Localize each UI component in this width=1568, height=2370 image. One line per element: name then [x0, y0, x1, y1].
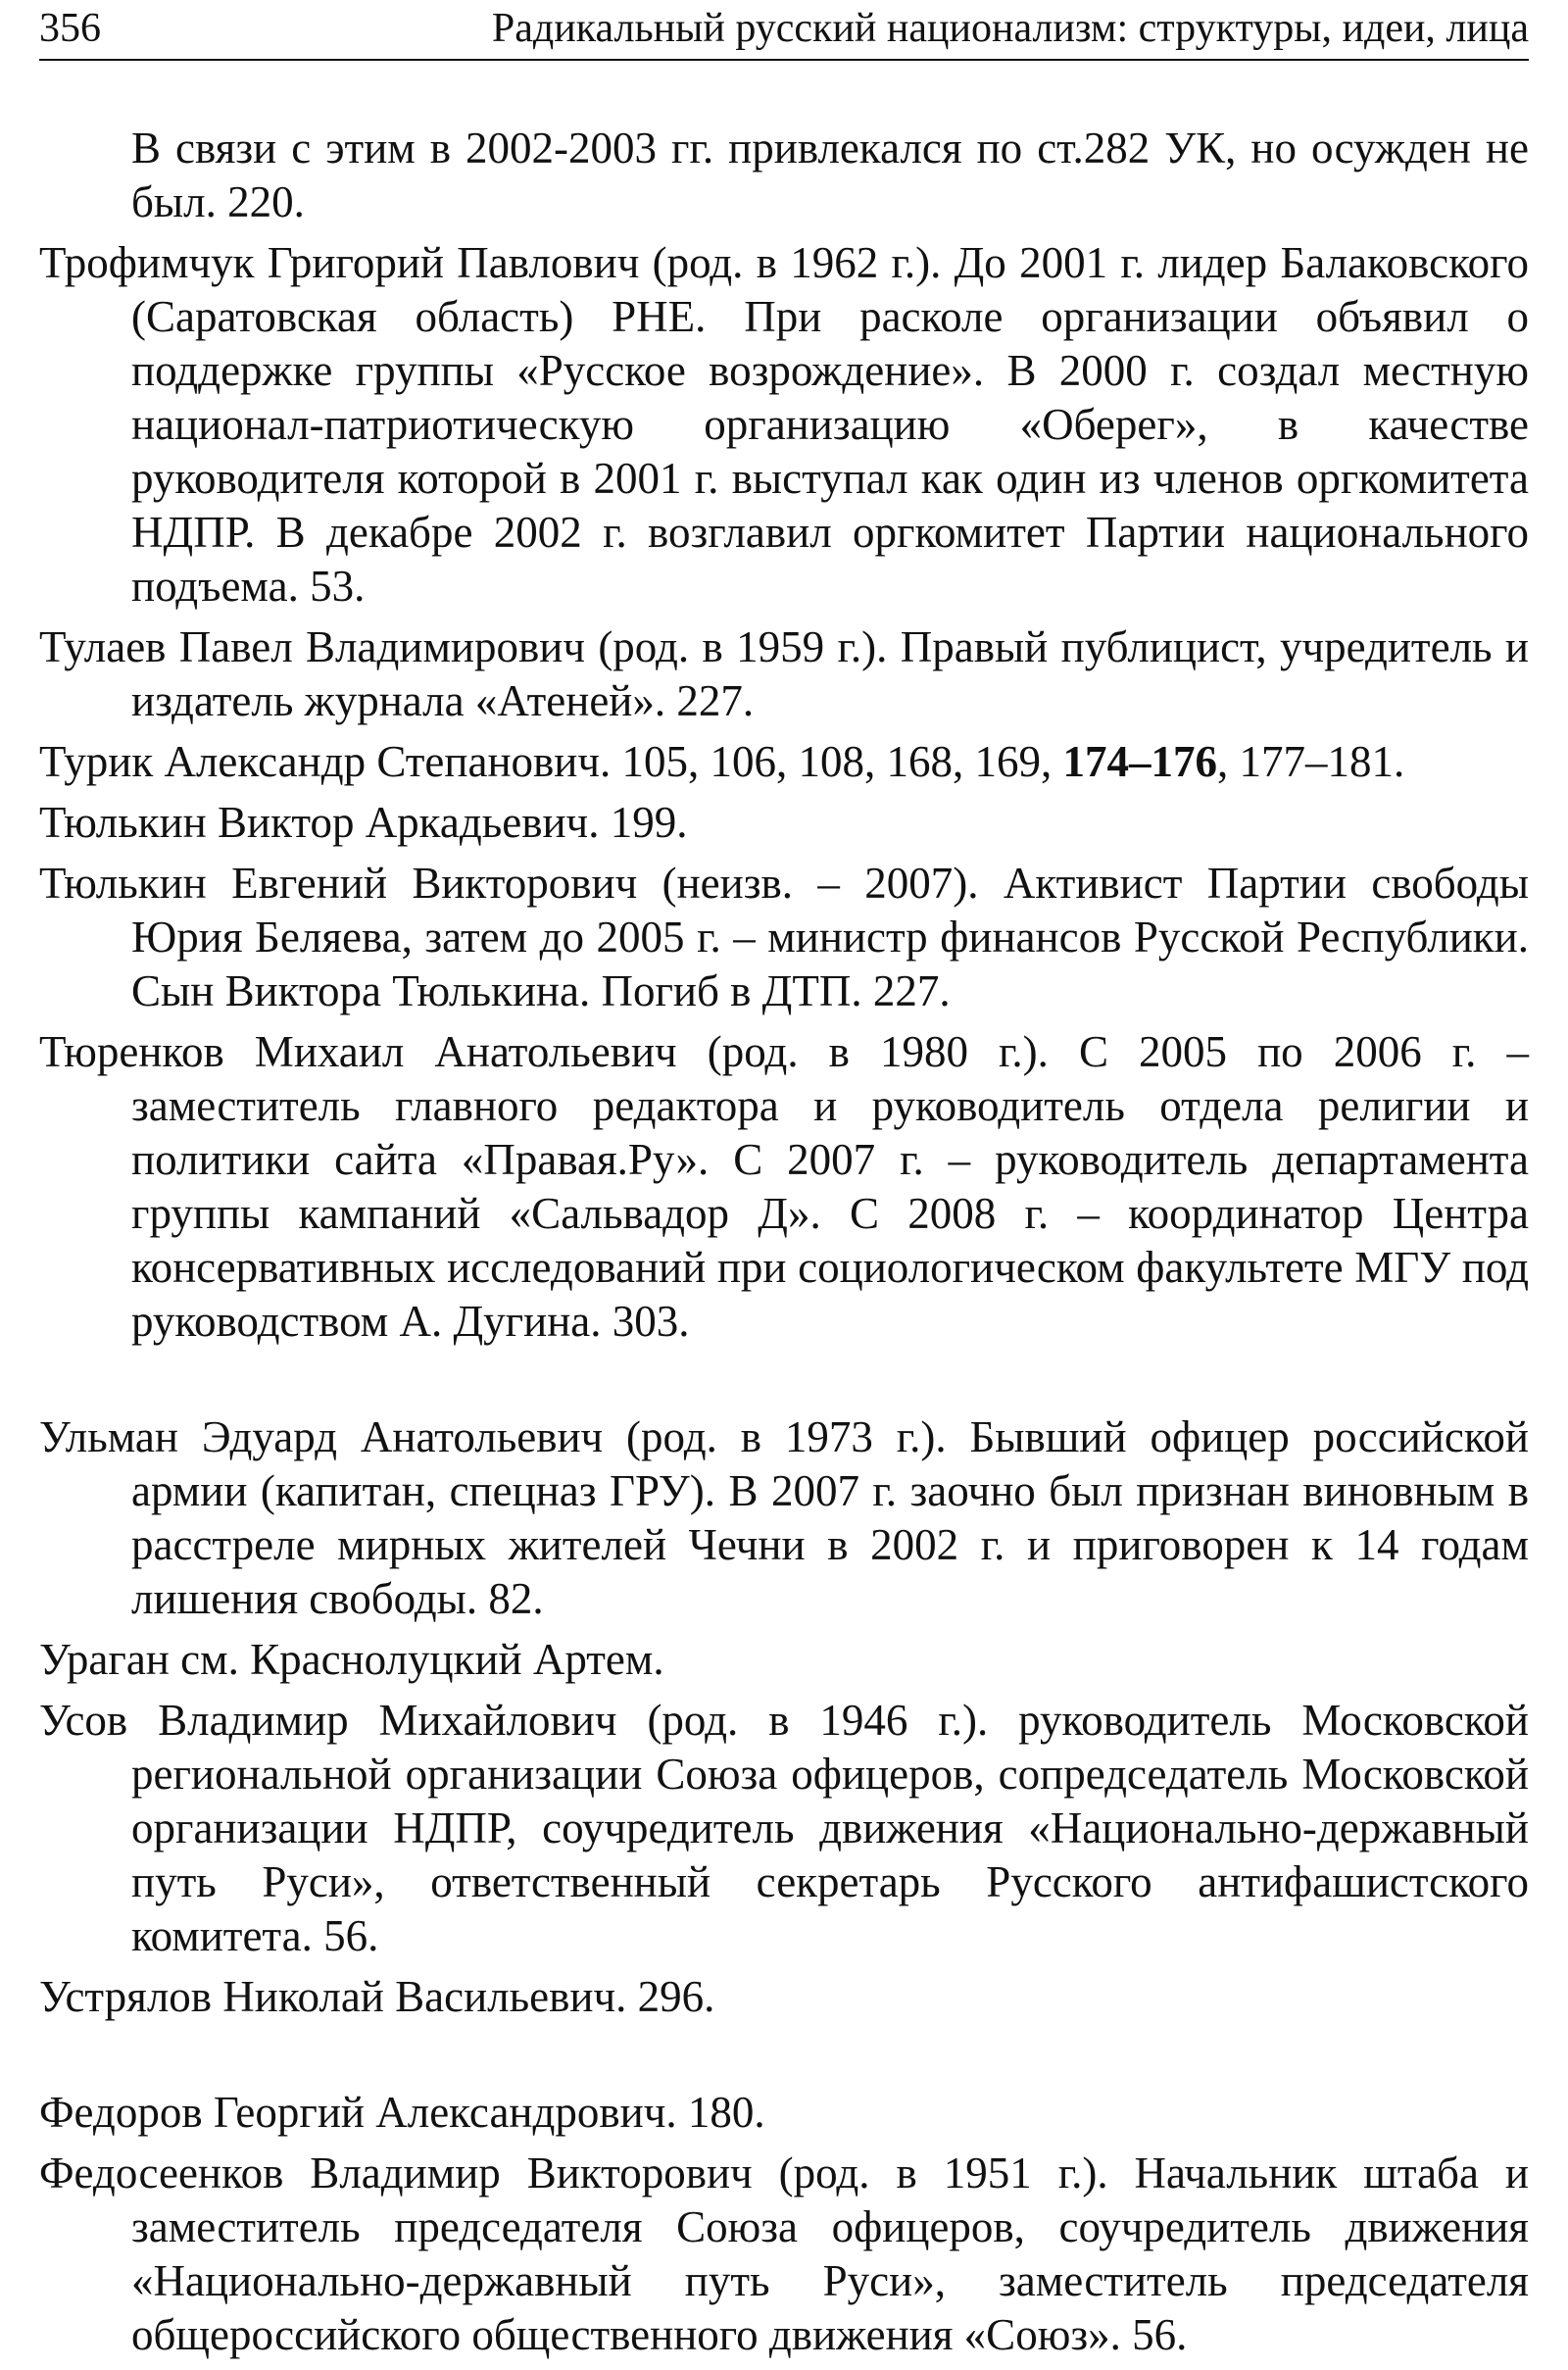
page-number: 356 — [39, 6, 101, 51]
index-entry-tulaev: Тулаев Павел Владимирович (род. в 1959 г.). Правый публицист, учредитель и издатель журнала «Атеней». 227. — [39, 622, 1529, 725]
book-page — [39, 0, 1529, 2369]
index-entry-tyulkin-viktor: Тюлькин Виктор Аркадьевич. 199. — [39, 798, 688, 847]
index-entry-trofimchuk: Трофимчук Григорий Павлович (род. в 1962 г.). До 2001 г. лидер Балаковского (Саратовская область) РНЕ. При расколе организации объявил о поддержке группы «Русское возрождение». В 2000 г. создал местную национал-патриотическую организацию «Оберег», в качестве руководителя которой в 2001 г. выступал как один из членов оргкомитета НДПР. В декабре 2002 г. возглавил оргкомитет Партии национального подъема. 53. — [39, 238, 1529, 611]
running-header — [39, 0, 1529, 61]
section-gap — [39, 2031, 1529, 2086]
entry-text-after: , 177–181. — [1217, 737, 1405, 786]
index-entry-turik — [39, 735, 1529, 789]
running-title: Радикальный русский национализм: структуры, идеи, лица — [491, 6, 1529, 51]
index-entry-ustryalov: Устрялов Николай Васильевич. 296. — [39, 1972, 715, 2021]
index-entry-uragan: Ураган см. Краснолуцкий Артем. — [39, 1635, 664, 1684]
index-entry-fedoseenkov: Федосеенков Владимир Викторович (род. в 1951 г.). Начальник штаба и заместитель председателя Союза офицеров, соучредитель движения «Национально-державный путь Руси», заместитель председателя общероссийского общественного движения «Союз». 56. — [39, 2148, 1529, 2359]
index-entries — [39, 122, 1529, 2362]
index-entry-fedorov: Федоров Георгий Александрович. 180. — [39, 2088, 765, 2137]
entry-bold-pages: 174–176 — [1062, 737, 1217, 786]
index-entry-tyulkin-evgeny: Тюлькин Евгений Викторович (неизв. – 2007). Активист Партии свободы Юрия Беляева, затем до 2005 г. – министр финансов Русской Республики. Сын Виктора Тюлькина. Погиб в ДТП. 227. — [39, 859, 1529, 1015]
index-entry-usov: Усов Владимир Михайлович (род. в 1946 г.). руководитель Московской региональной организации Союза офицеров, сопредседатель Московской организации НДПР, соучредитель движения «Национально-державный путь Руси», ответственный секретарь Русского антифашистского комитета. 56. — [39, 1696, 1529, 1960]
section-gap — [39, 1356, 1529, 1410]
index-entry-tyurenkov: Тюренков Михаил Анатольевич (род. в 1980 г.). С 2005 по 2006 г. – заместитель главного редактора и руководитель отдела религии и политики сайта «Правая.Ру». С 2007 г. – руководитель департамента группы кампаний «Сальвадор Д». С 2008 г. – координатор Центра консервативных исследований при социологическом факультете МГУ под руководством А. Дугина. 303. — [39, 1027, 1529, 1346]
index-entry-continuation: В связи с этим в 2002-2003 гг. привлекался по ст.282 УК, но осужден не был. 220. — [131, 123, 1529, 226]
index-entry-ulman: Ульман Эдуард Анатольевич (род. в 1973 г.). Бывший офицер российской армии (капитан, спецназ ГРУ). В 2007 г. заочно был признан виновным в расстреле мирных жителей Чечни в 2002 г. и приговорен к 14 годам лишения свободы. 82. — [39, 1412, 1529, 1623]
entry-text: Турик Александр Степанович. 105, 106, 108, 168, 169, — [39, 737, 1063, 786]
